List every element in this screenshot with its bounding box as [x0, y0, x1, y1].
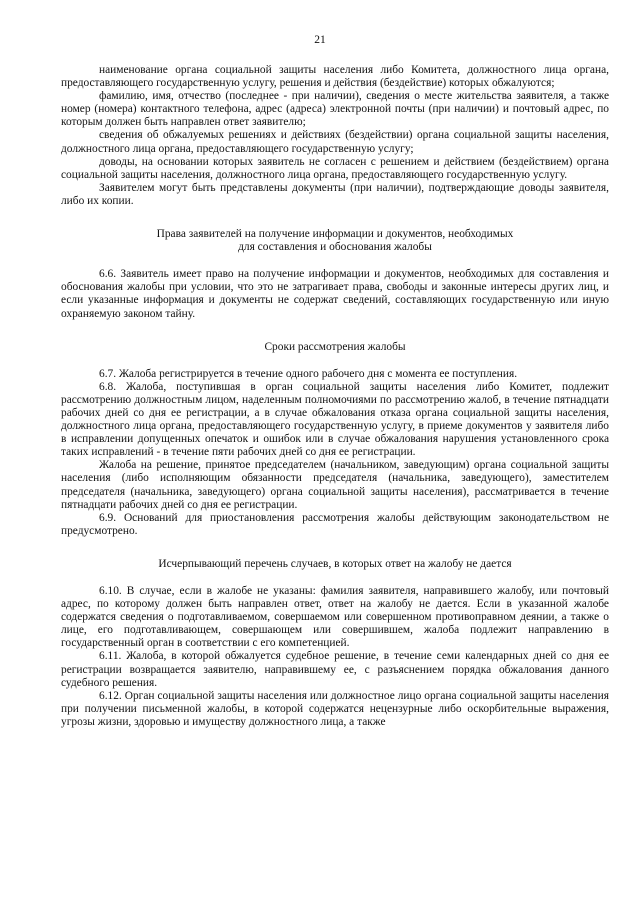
spacer — [61, 571, 609, 585]
paragraph-6-8: 6.8. Жалоба, поступившая в орган социальной защиты населения либо Комитет, подлежит рассмотрению должностным лицом, наделенным полномочиями по рассмотрению жалоб, в течение пятнадцати рабочих дней со дня ее регистрации, а в случае обжалования отказа органа социальной защиты населения, должностного лица органа, предоставляющего государственную услугу, в приеме документов у заявителя либо в исправлении допущенных опечаток и ошибок или в случае обжалования нарушения установленного срока таких исправлений - в течение пяти рабочих дней со дня ее регистрации. — [61, 380, 609, 459]
paragraph-applicant-details: фамилию, имя, отчество (последнее - при наличии), сведения о месте жительства заявителя, а также номер (номера) контактного телефона, адрес (адреса) электронной почты (при наличии) и почтовый адрес, по которым должен быть направлен ответ заявителю; — [61, 90, 609, 129]
paragraph-6-9: 6.9. Оснований для приостановления рассмотрения жалобы действующим законодательством не предусмотрено. — [61, 511, 609, 537]
paragraph-appeal-subject: наименование органа социальной защиты населения либо Комитета, должностного лица органа, предоставляющего государственную услугу, решения и действия (бездействие) которых обжалуются; — [61, 64, 609, 90]
heading-line: Права заявителей на получение информации и документов, необходимых — [156, 228, 514, 241]
paragraph-applicant-arguments: доводы, на основании которых заявитель не согласен с решением и действием (бездействием) органа социальной защиты населения, должностного лица органа, предоставляющего государственную услугу. — [61, 155, 609, 181]
paragraph-6-11: 6.11. Жалоба, в которой обжалуется судебное решение, в течение семи календарных дней со дня ее регистрации возвращается заявителю, направившему ее, с разъяснением порядка обжалования данного судебного решения. — [61, 650, 609, 689]
paragraph-chairman-decision-appeal: Жалоба на решение, принятое председателем (начальником, заведующим) органа социальной защиты населения (либо исполняющим обязанности председателя (начальника, заведующего), заместителем председателя (начальника, заведующего) органа социальной защиты населения), рассматривается в течение пятнадцати рабочих дней со дня ее регистрации. — [61, 459, 609, 511]
paragraph-6-12: 6.12. Орган социальной защиты населения или должностное лицо органа социальной защиты населения при получении письменной жалобы, в которой содержатся нецензурные либо оскорбительные выражения, угрозы жизни, здоровью и имуществу должностного лица, а также — [61, 689, 609, 728]
spacer — [61, 354, 609, 368]
paragraph-6-7: 6.7. Жалоба регистрируется в течение одного рабочего дня с момента ее поступления. — [99, 367, 518, 380]
document-body — [61, 64, 609, 729]
paragraph-6-6: 6.6. Заявитель имеет право на получение информации и документов, необходимых для составления и обоснования жалобы при условии, что это не затрагивает права, свободы и законные интересы других лиц, и если указанные информация и документы не содержат сведений, составляющих государственную или иную охраняемую законом тайну. — [61, 268, 609, 320]
heading-line: для составления и обоснования жалобы — [238, 241, 432, 254]
section-heading-information-rights — [61, 228, 609, 254]
paragraph-6-10: 6.10. В случае, если в жалобе не указаны: фамилия заявителя, направившего жалобу, или почтовый адрес, по которому должен быть направлен ответ, ответ на жалобу не дается. Если в указанной жалобе содержатся сведения о подготавливаемом, совершаемом или совершенном противоправном деянии, а также о лице, его подготавливающем, совершающем или совершившем, жалоба подлежит направлению в государственный орган в соответствии с его компетенцией. — [61, 585, 609, 650]
spacer — [61, 321, 609, 341]
paragraph-supporting-documents: Заявителем могут быть представлены документы (при наличии), подтверждающие доводы заявителя, либо их копии. — [61, 181, 609, 207]
heading-line: Сроки рассмотрения жалобы — [264, 340, 406, 353]
page-number: 21 — [314, 34, 326, 46]
spacer — [61, 254, 609, 268]
heading-line: Исчерпывающий перечень случаев, в которых ответ на жалобу не дается — [158, 557, 512, 570]
paragraph-appealed-decisions: сведения об обжалуемых решениях и действиях (бездействии) органа социальной защиты населения, должностного лица органа, предоставляющего государственную услугу; — [61, 129, 609, 155]
spacer — [61, 538, 609, 558]
spacer — [61, 208, 609, 228]
section-heading-no-response-cases — [61, 558, 609, 571]
section-heading-review-terms — [61, 341, 609, 354]
